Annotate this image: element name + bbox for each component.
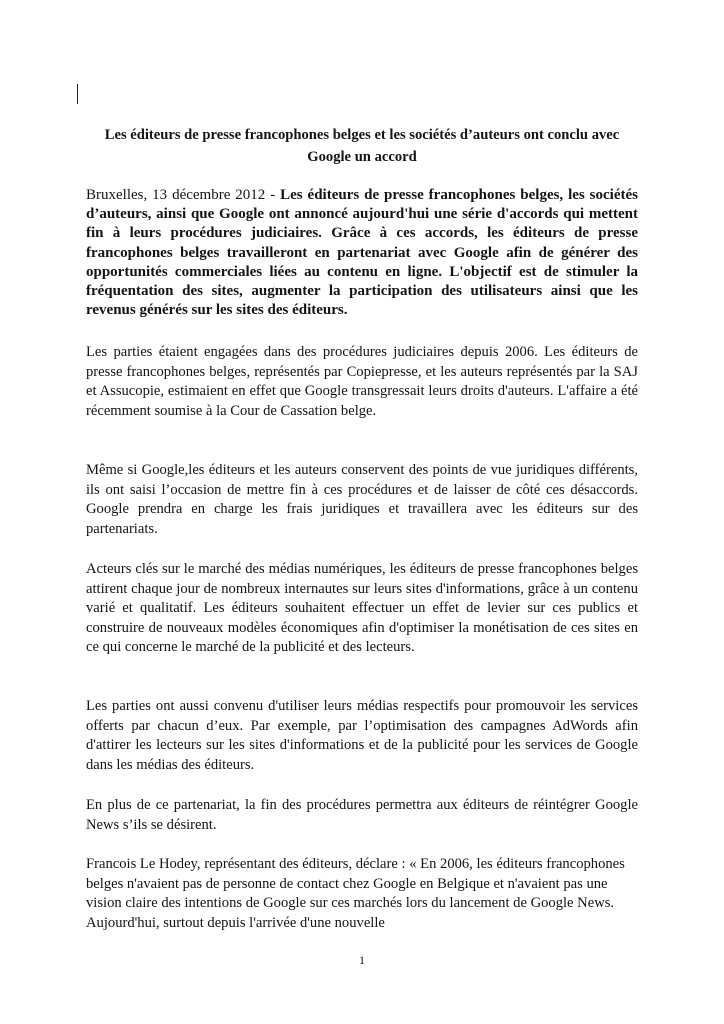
- body-paragraph-2: Même si Google,les éditeurs et les auteurs conservent des points de vue juridiques différents, ils ont saisi l’occasion de mettre fin à ces procédures et de laisser de côté ces désaccords. Google prendra en charge les frais juridiques et travaillera avec les éditeurs sur des partenariats.: [86, 462, 638, 537]
- body-paragraph-5: En plus de ce partenariat, la fin des procédures permettra aux éditeurs de réintégrer Google News s’ils se désirent.: [86, 797, 638, 833]
- document-title: Les éditeurs de presse francophones belges et les sociétés d’auteurs ont conclu avec Google un accord: [104, 127, 620, 165]
- text-cursor-mark: [77, 84, 78, 104]
- body-paragraph-3: Acteurs clés sur le marché des médias numériques, les éditeurs de presse francophones belges attirent chaque jour de nombreux internautes sur leurs sites d'informations, grâce à un contenu varié et qualitatif. Les éditeurs souhaitent effectuer un effet de levier sur ces publics et construire de nouveaux modèles économiques afin d'optimiser la monétisation de ces sites en ce qui concerne le marché de la publicité et des lecteurs.: [86, 561, 638, 655]
- page-number: 1: [359, 953, 365, 967]
- body-paragraph-4: Les parties ont aussi convenu d'utiliser leurs médias respectifs pour promouvoir les services offerts par chacun d’eux. Par exemple, par l’optimisation des campagnes AdWords afin d'attirer les lecteurs sur les sites d'informations et de la publicité pour les services de Google dans les médias des éditeurs.: [86, 698, 638, 773]
- lead-summary: Les éditeurs de presse francophones belges, les sociétés d’auteurs, ainsi que Google ont annoncé aujourd'hui une série d'accords qui mettent fin à leurs procédures judiciaires. Grâce à ces accords, les éditeurs de presse francophones belges travailleront en partenariat avec Google afin de générer des opportunités commerciales liées au contenu en ligne. L'objectif est de stimuler la fréquentation des sites, augmenter la participation des utilisateurs ainsi que les revenus générés sur les sites des éditeurs.: [86, 187, 638, 319]
- lead-paragraph: [86, 186, 638, 320]
- body-paragraph-6: Francois Le Hodey, représentant des éditeurs, déclare : « En 2006, les éditeurs francophones belges n'avaient pas de personne de contact chez Google en Belgique et n'avaient pas une vision claire des intentions de Google sur ces marchés lors du lancement de Google News. Aujourd'hui, surtout depuis l'arrivée d'une nouvelle: [86, 856, 625, 931]
- dateline: Bruxelles, 13 décembre 2012 -: [86, 187, 281, 203]
- body-paragraph-1: Les parties étaient engagées dans des procédures judiciaires depuis 2006. Les éditeurs de presse francophones belges, représentés par Copiepresse, et les auteurs représentés par la SAJ et Assucopie, estimaient en effet que Google transgressait leurs droits d'auteurs. L'affaire a été récemment soumise à la Cour de Cassation belge.: [86, 344, 638, 419]
